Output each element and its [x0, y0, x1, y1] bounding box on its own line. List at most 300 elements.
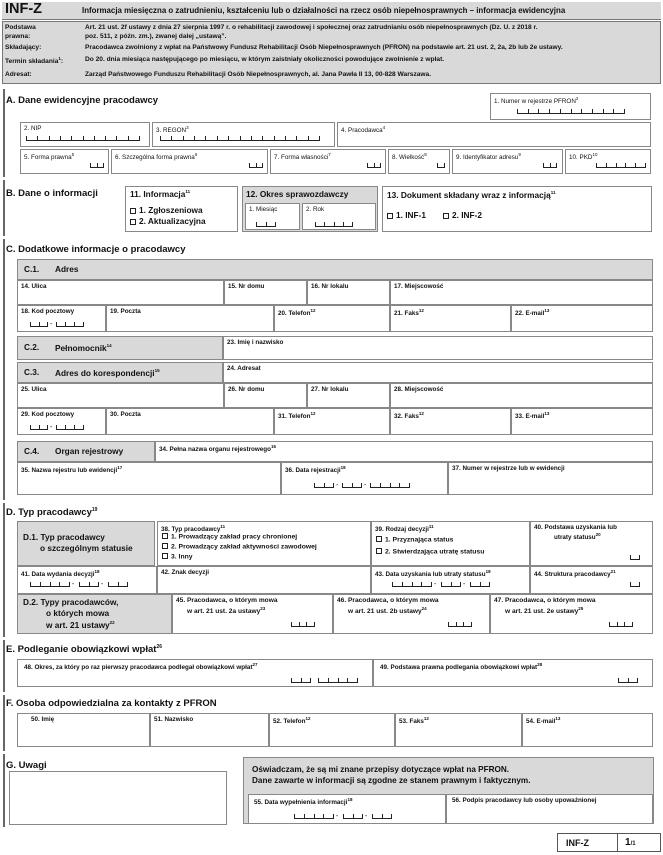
- digit-tick: [299, 622, 300, 626]
- option-inf2[interactable]: 2. INF-2: [443, 211, 482, 221]
- apartment-number-field[interactable]: 16. Nr lokalu: [307, 280, 390, 305]
- footer-code: INF-Z: [566, 838, 589, 848]
- digit-tick: [56, 425, 57, 429]
- digit-tick: [139, 136, 140, 140]
- digit-tick: [431, 582, 432, 586]
- employer-2b-field[interactable]: 46. Pracodawca, o którym mowa w art. 21 ust. 2b ustawy$^{24}$: [333, 594, 490, 634]
- digit-tick: [556, 163, 557, 167]
- digit-tick: [116, 136, 117, 140]
- digit-tick: [171, 136, 172, 140]
- registry-name-field[interactable]: 35. Nazwa rejestru lub ewidencji$^{17}$: [17, 462, 281, 495]
- page-number: 1: [625, 837, 631, 848]
- digit-tick: [183, 136, 184, 140]
- d1-header: D.1. Typ pracodawcy o szczególnym statusie: [17, 521, 155, 566]
- c1-header: C.1. Adres: [17, 259, 653, 280]
- employer-type-field[interactable]: 38. Typ pracodawcy$^{11}$ 1. Prowadzący zakład pracy chronionej 2. Prowadzący zakład aktywności zawodowej 3. Inny: [157, 521, 371, 566]
- digit-tick: [390, 483, 391, 487]
- digit-tick: [65, 322, 66, 326]
- digit-tick: [160, 136, 161, 140]
- declaration-line-1: Oświadczam, że są mi znane przepisy dotyczące wpłat na PFRON.: [252, 765, 510, 774]
- digit-tick: [343, 814, 344, 818]
- legal-basis-field[interactable]: 49. Podstawa prawna podlegania obowiązkowi wpłat$^{28}$: [373, 659, 653, 687]
- addressee-field[interactable]: 24. Adresat: [223, 362, 653, 383]
- digit-tick: [625, 163, 626, 167]
- digit-tick: [596, 163, 597, 167]
- digit-tick: [470, 582, 471, 586]
- form-title: Informacja miesięczna o zatrudnieniu, kształceniu lub o działalności na rzecz osób niepełnosprawnych – informacja ewidencyjna: [82, 6, 566, 15]
- digit-tick: [108, 582, 109, 586]
- digit-tick: [382, 814, 383, 818]
- corr-fax-field[interactable]: 32. Faks$^{12}$: [390, 408, 511, 435]
- digit-tick: [274, 136, 275, 140]
- digit-tick: [79, 582, 80, 586]
- contact-email-field[interactable]: 54. E-mail$^{13}$: [522, 713, 653, 747]
- digit-tick: [294, 814, 295, 818]
- digit-tick: [301, 678, 302, 682]
- digit-tick: [571, 109, 572, 113]
- digit-tick: [256, 163, 257, 167]
- digit-tick: [347, 678, 348, 682]
- digit-tick: [328, 678, 329, 682]
- digit-tick: [314, 483, 315, 487]
- digit-tick: [323, 814, 324, 818]
- digit-tick: [291, 678, 292, 682]
- digit-tick: [370, 483, 371, 487]
- digit-tick: [549, 109, 550, 113]
- corr-city-field[interactable]: 28. Miejscowość: [390, 383, 653, 408]
- deadline-text: Do 20. dnia miesiąca następującego po miesiącu, w którym zaistniały okoliczności powodujące zwolnienie z wpłat.: [85, 56, 445, 63]
- submitter-text: Pracodawca zwolniony z wpłat na Państwowy Fundusz Rehabilitacji Osób Niepełnosprawnych (PFRON) na podstawie art. 21 ust. 2, 2a, 2b lub 2e ustawy.: [85, 44, 563, 51]
- digit-tick: [291, 622, 292, 626]
- digit-boxes: [630, 555, 640, 560]
- digit-tick: [47, 322, 48, 326]
- digit-tick: [74, 425, 75, 429]
- digit-tick: [205, 136, 206, 140]
- digit-tick: [128, 136, 129, 140]
- digit-tick: [342, 483, 343, 487]
- digit-tick: [30, 425, 31, 429]
- digit-tick: [50, 582, 51, 586]
- special-legal-form-field[interactable]: 6. Szczególna forma prawna$^6$: [111, 149, 268, 174]
- basis-label-2: prawna:: [5, 33, 31, 40]
- digit-boxes: [392, 582, 432, 587]
- digit-tick: [83, 322, 84, 326]
- option-vocational-activity[interactable]: 2. Prowadzący zakład aktywności zawodowej: [162, 543, 317, 552]
- digit-tick: [310, 678, 311, 682]
- footnote-ref: 26: [156, 644, 162, 650]
- d2-header: D.2. Typy pracodawców, o których mowa w art. 21 ustawy$^{22}$: [17, 594, 172, 634]
- digit-boxes: [160, 136, 320, 141]
- signature-field[interactable]: 56. Podpis pracodawcy lub osoby upoważnionej: [446, 794, 653, 824]
- digit-boxes: [470, 582, 490, 587]
- digit-tick: [89, 582, 90, 586]
- digit-tick: [391, 814, 392, 818]
- digit-boxes: [256, 222, 276, 227]
- digit-tick: [60, 136, 61, 140]
- digit-boxes: [596, 163, 646, 168]
- digit-tick: [463, 622, 464, 626]
- basis-label: Podstawa: [5, 24, 36, 31]
- digit-boxes: [343, 814, 363, 819]
- digit-tick: [333, 814, 334, 818]
- section-b: [3, 180, 5, 236]
- section-f-title: F. Osoba odpowiedzialna za kontakty z PFRON: [6, 698, 217, 709]
- digit-tick: [26, 136, 27, 140]
- digit-tick: [306, 622, 307, 626]
- digit-tick: [357, 678, 358, 682]
- street-field[interactable]: 14. Ulica: [17, 280, 224, 305]
- digit-tick: [581, 109, 582, 113]
- digit-boxes: [609, 622, 633, 627]
- digit-tick: [308, 136, 309, 140]
- digit-boxes: [294, 814, 334, 819]
- digit-tick: [256, 222, 257, 226]
- digit-tick: [630, 582, 631, 586]
- digit-tick: [103, 163, 104, 167]
- digit-tick: [251, 136, 252, 140]
- section-e-title: E. Podleganie obowiązkowi wpłat: [6, 644, 157, 656]
- digit-boxes: [56, 425, 84, 430]
- digit-tick: [489, 582, 490, 586]
- corr-postal-code-field[interactable]: 29. Kod pocztowy -: [17, 408, 106, 435]
- digit-boxes: [90, 163, 104, 168]
- employer-name-field[interactable]: 4. Pracodawca$^4$: [337, 122, 651, 147]
- checkbox-icon[interactable]: [376, 536, 382, 542]
- contact-last-name-field[interactable]: 51. Nazwisko: [150, 713, 269, 747]
- digit-tick: [69, 582, 70, 586]
- digit-tick: [262, 163, 263, 167]
- c2-header: C.2. Pełnomocnik$^{14}$: [17, 336, 223, 360]
- c4-header: C.4. Organ rejestrowy: [17, 441, 155, 462]
- digit-tick: [635, 163, 636, 167]
- addressee-text: Zarząd Państwowego Funduszu Rehabilitacji Osób Niepełnosprawnych, al. Jana Pawła II 13, 00-828 Warszawa.: [85, 71, 432, 78]
- option-other[interactable]: 3. Inny: [162, 553, 193, 562]
- digit-tick: [528, 109, 529, 113]
- address-id-field[interactable]: 9. Identyfikator adresu$^9$: [452, 149, 563, 174]
- digit-tick: [402, 582, 403, 586]
- digit-tick: [448, 622, 449, 626]
- digit-boxes: [249, 163, 263, 168]
- digit-tick: [352, 222, 353, 226]
- size-field[interactable]: 8. Wielkość$^8$: [388, 149, 450, 174]
- digit-tick: [90, 163, 91, 167]
- employer-2a-field[interactable]: 45. Pracodawca, o którym mowa w art. 21 ust. 2a ustawy$^{23}$: [172, 594, 333, 634]
- section-f: [3, 695, 5, 751]
- fax-field[interactable]: 21. Faks$^{12}$: [390, 305, 511, 332]
- checkbox-icon[interactable]: [376, 548, 382, 554]
- digit-tick: [639, 582, 640, 586]
- digit-tick: [319, 136, 320, 140]
- status-date-field[interactable]: 43. Data uzyskania lub utraty statusu$^{18}$ - -: [371, 566, 530, 594]
- pkd-field[interactable]: 10. PKD$^{10}$: [565, 149, 651, 174]
- digit-tick: [632, 622, 633, 626]
- section-d-title: D. Typ pracodawcy: [6, 507, 92, 519]
- reporting-period-group: 12. Okres sprawozdawczy 1. Miesiąc 2. Rok: [242, 186, 378, 232]
- digit-tick: [639, 555, 640, 559]
- digit-tick: [517, 109, 518, 113]
- section-d: [3, 503, 5, 637]
- completion-date-field[interactable]: 55. Data wypełnienia informacji$^{18}$ - -: [248, 794, 446, 824]
- digit-tick: [550, 163, 551, 167]
- corr-post-office-field[interactable]: 30. Poczta: [106, 408, 274, 435]
- digit-boxes: [314, 483, 334, 488]
- digit-tick: [338, 678, 339, 682]
- decision-date-field[interactable]: 41. Data wydania decyzji$^{18}$ - -: [17, 566, 157, 594]
- first-liability-period-field[interactable]: 48. Okres, za który po raz pierwszy pracodawca podlegał obowiązkowi wpłat$^{27}$: [17, 659, 373, 687]
- digit-boxes: [30, 425, 48, 430]
- digit-tick: [480, 582, 481, 586]
- digit-tick: [47, 425, 48, 429]
- decision-type-field[interactable]: 39. Rodzaj decyzji$^{11}$ 1. Przyznająca status 2. Stwierdzająca utratę statusu: [371, 521, 530, 566]
- checkbox-icon[interactable]: [443, 213, 449, 219]
- checkbox-icon[interactable]: [162, 553, 168, 559]
- digit-boxes: [291, 678, 311, 683]
- option-granting-status[interactable]: 1. Przyznająca status: [376, 536, 453, 545]
- digit-tick: [334, 222, 335, 226]
- ownership-form-field[interactable]: 7. Forma własności$^7$: [270, 149, 386, 174]
- employer-structure-field[interactable]: 44. Struktura pracodawcy$^{21}$: [530, 566, 653, 594]
- status-basis-field[interactable]: 40. Podstawa uzyskania lub utraty statusu$^{20}$: [530, 521, 653, 566]
- pfron-number-field[interactable]: 1. Numer w rejestrze PFRON$^2$: [490, 93, 651, 120]
- addressee-label: Adresat:: [5, 71, 32, 78]
- digit-boxes: [437, 163, 445, 168]
- email-field[interactable]: 22. E-mail$^{13}$: [511, 305, 653, 332]
- digit-boxes: [370, 483, 410, 488]
- digit-boxes: [441, 582, 461, 587]
- digit-boxes: [367, 163, 381, 168]
- digit-boxes: [79, 582, 99, 587]
- digit-boxes: [108, 582, 128, 587]
- digit-tick: [118, 582, 119, 586]
- digit-tick: [603, 109, 604, 113]
- digit-tick: [217, 136, 218, 140]
- digit-tick: [74, 322, 75, 326]
- digit-tick: [380, 483, 381, 487]
- digit-tick: [380, 163, 381, 167]
- digit-tick: [399, 483, 400, 487]
- section-c: [3, 239, 5, 500]
- digit-tick: [392, 582, 393, 586]
- digit-tick: [613, 109, 614, 113]
- digit-tick: [645, 163, 646, 167]
- section-a-title: A. Dane ewidencyjne pracodawcy: [6, 95, 159, 106]
- employer-2e-field[interactable]: 47. Pracodawca, o którym mowa w art. 21 ust. 2e ustawy$^{25}$: [490, 594, 653, 634]
- page-footer: [557, 833, 661, 852]
- digit-tick: [361, 483, 362, 487]
- page-total: /1: [630, 841, 636, 847]
- digit-tick: [266, 222, 267, 226]
- digit-tick: [352, 483, 353, 487]
- option-inf1[interactable]: 1. INF-1: [387, 211, 426, 221]
- year-field[interactable]: 2. Rok: [302, 203, 376, 230]
- digit-tick: [56, 322, 57, 326]
- section-a: [3, 89, 5, 177]
- digit-tick: [460, 582, 461, 586]
- attached-document-field[interactable]: 13. Dokument składany wraz z informacją$^{11}$ 1. INF-1 2. INF-2: [382, 186, 652, 232]
- digit-tick: [94, 136, 95, 140]
- digit-tick: [624, 622, 625, 626]
- digit-boxes: [30, 582, 70, 587]
- digit-tick: [49, 136, 50, 140]
- basis-text: Art. 21 ust. 2f ustawy z dnia 27 sierpnia 1997 r. o rehabilitacji zawodowej i społecznej oraz zatrudnianiu osób niepełnosprawnych (Dz. U. z 2018 r.: [85, 24, 538, 31]
- digit-boxes: [448, 622, 472, 627]
- digit-tick: [367, 163, 368, 167]
- digit-boxes: [517, 109, 625, 114]
- digit-tick: [324, 222, 325, 226]
- digit-tick: [471, 622, 472, 626]
- digit-tick: [441, 582, 442, 586]
- option-sheltered-workshop[interactable]: 1. Prowadzący zakład pracy chronionej: [162, 533, 297, 542]
- digit-boxes: [56, 322, 84, 327]
- digit-tick: [592, 109, 593, 113]
- digit-tick: [333, 483, 334, 487]
- digit-tick: [618, 678, 619, 682]
- digit-boxes: [372, 814, 392, 819]
- footnote-ref: 19: [91, 507, 98, 513]
- digit-tick: [606, 163, 607, 167]
- deadline-label: Termin składania: [5, 58, 59, 66]
- contact-first-name-field[interactable]: 50. Imię: [17, 713, 150, 747]
- registration-date-field[interactable]: 36. Data rejestracji$^{18}$ - -: [281, 462, 448, 495]
- digit-tick: [105, 136, 106, 140]
- option-update[interactable]: 2. Aktualizacyjna: [130, 217, 206, 227]
- regon-field[interactable]: 3. REGON$^3$: [152, 122, 335, 147]
- digit-tick: [39, 322, 40, 326]
- city-field[interactable]: 17. Miejscowość: [390, 280, 653, 305]
- registry-number-field[interactable]: 37. Numer w rejestrze lub w ewidencji: [448, 462, 653, 495]
- digit-tick: [40, 582, 41, 586]
- checkbox-icon[interactable]: [130, 219, 136, 225]
- nip-field[interactable]: 2. NIP: [20, 122, 150, 147]
- basis-text-2: poz. 511, z późn. zm.), zwanej dalej „ustawą”.: [85, 33, 227, 40]
- digit-tick: [353, 814, 354, 818]
- digit-tick: [617, 622, 618, 626]
- digit-tick: [409, 483, 410, 487]
- digit-tick: [630, 555, 631, 559]
- checkbox-icon[interactable]: [162, 543, 168, 549]
- remarks-field[interactable]: [9, 771, 227, 825]
- digit-tick: [37, 136, 38, 140]
- digit-tick: [538, 109, 539, 113]
- digit-tick: [412, 582, 413, 586]
- digit-tick: [65, 425, 66, 429]
- digit-tick: [262, 136, 263, 140]
- digit-tick: [194, 136, 195, 140]
- option-status-loss[interactable]: 2. Stwierdzająca utratę statusu: [376, 548, 484, 557]
- digit-tick: [83, 136, 84, 140]
- digit-boxes: [26, 136, 140, 141]
- digit-tick: [228, 136, 229, 140]
- checkbox-icon[interactable]: [162, 533, 168, 539]
- digit-tick: [315, 222, 316, 226]
- digit-tick: [437, 163, 438, 167]
- digit-tick: [624, 109, 625, 113]
- digit-tick: [314, 622, 315, 626]
- footnote-ref: 1: [58, 56, 61, 61]
- post-office-field[interactable]: 19. Poczta: [106, 305, 274, 332]
- digit-tick: [456, 622, 457, 626]
- digit-tick: [296, 136, 297, 140]
- digit-tick: [240, 136, 241, 140]
- digit-tick: [343, 222, 344, 226]
- digit-tick: [372, 814, 373, 818]
- digit-tick: [628, 678, 629, 682]
- digit-tick: [249, 163, 250, 167]
- section-b-title: B. Dane o informacji: [6, 188, 98, 199]
- checkbox-icon[interactable]: [387, 213, 393, 219]
- section-g-title: G. Uwagi: [6, 760, 47, 771]
- digit-tick: [314, 814, 315, 818]
- digit-tick: [98, 582, 99, 586]
- digit-boxes: [630, 582, 640, 587]
- form-code: INF-Z: [5, 1, 43, 17]
- corr-email-field[interactable]: 33. E-mail$^{13}$: [511, 408, 653, 435]
- section-e: [3, 640, 5, 692]
- section-c-title: C. Dodatkowe informacje o pracodawcy: [6, 244, 186, 255]
- digit-boxes: [291, 622, 315, 627]
- submitter-label: Składający:: [5, 44, 42, 51]
- digit-boxes: [618, 678, 638, 683]
- digit-tick: [71, 136, 72, 140]
- house-number-field[interactable]: 15. Nr domu: [224, 280, 307, 305]
- digit-tick: [30, 322, 31, 326]
- digit-tick: [362, 814, 363, 818]
- legal-form-field[interactable]: 5. Forma prawna$^5$: [20, 149, 109, 174]
- corr-apartment-number-field[interactable]: 27. Nr lokalu: [307, 383, 390, 408]
- corr-house-number-field[interactable]: 26. Nr domu: [224, 383, 307, 408]
- digit-boxes: [30, 322, 48, 327]
- digit-tick: [59, 582, 60, 586]
- declaration-line-2: Dane zawarte w informacji są zgodne ze stanem prawnym i faktycznym.: [252, 776, 531, 785]
- digit-tick: [560, 109, 561, 113]
- proxy-name-field[interactable]: 23. Imię i nazwisko: [223, 336, 653, 360]
- digit-tick: [83, 425, 84, 429]
- information-type-field[interactable]: 11. Informacja$^{11}$ 1. Zgłoszeniowa 2. Aktualizacyjna: [125, 186, 238, 232]
- digit-boxes: [318, 678, 358, 683]
- contact-phone-field[interactable]: 52. Telefon$^{12}$: [269, 713, 395, 747]
- corr-phone-field[interactable]: 31. Telefon$^{12}$: [274, 408, 390, 435]
- month-field[interactable]: 1. Miesiąc: [245, 203, 300, 230]
- digit-tick: [374, 163, 375, 167]
- digit-tick: [444, 163, 445, 167]
- phone-field[interactable]: 20. Telefon$^{12}$: [274, 305, 390, 332]
- option-registration[interactable]: 1. Zgłoszeniowa: [130, 206, 203, 216]
- digit-tick: [275, 222, 276, 226]
- digit-boxes: [315, 222, 353, 227]
- c3-header: C.3. Adres do korespondencji$^{15}$: [17, 362, 223, 383]
- digit-tick: [304, 814, 305, 818]
- digit-tick: [543, 163, 544, 167]
- digit-boxes: [342, 483, 362, 488]
- digit-tick: [421, 582, 422, 586]
- digit-boxes: [543, 163, 557, 168]
- section-g: [3, 754, 5, 827]
- contact-fax-field[interactable]: 53. Faks$^{12}$: [395, 713, 522, 747]
- digit-tick: [285, 136, 286, 140]
- checkbox-icon[interactable]: [130, 208, 136, 214]
- digit-tick: [324, 483, 325, 487]
- digit-tick: [609, 622, 610, 626]
- digit-tick: [318, 678, 319, 682]
- postal-code-field[interactable]: 18. Kod pocztowy -: [17, 305, 106, 332]
- decision-reference-field[interactable]: 42. Znak decyzji: [157, 566, 371, 594]
- digit-tick: [451, 582, 452, 586]
- registry-authority-field[interactable]: 34. Pełna nazwa organu rejestrowego$^{16}$: [155, 441, 653, 462]
- digit-tick: [127, 582, 128, 586]
- digit-tick: [616, 163, 617, 167]
- corr-street-field[interactable]: 25. Ulica: [17, 383, 224, 408]
- digit-tick: [39, 425, 40, 429]
